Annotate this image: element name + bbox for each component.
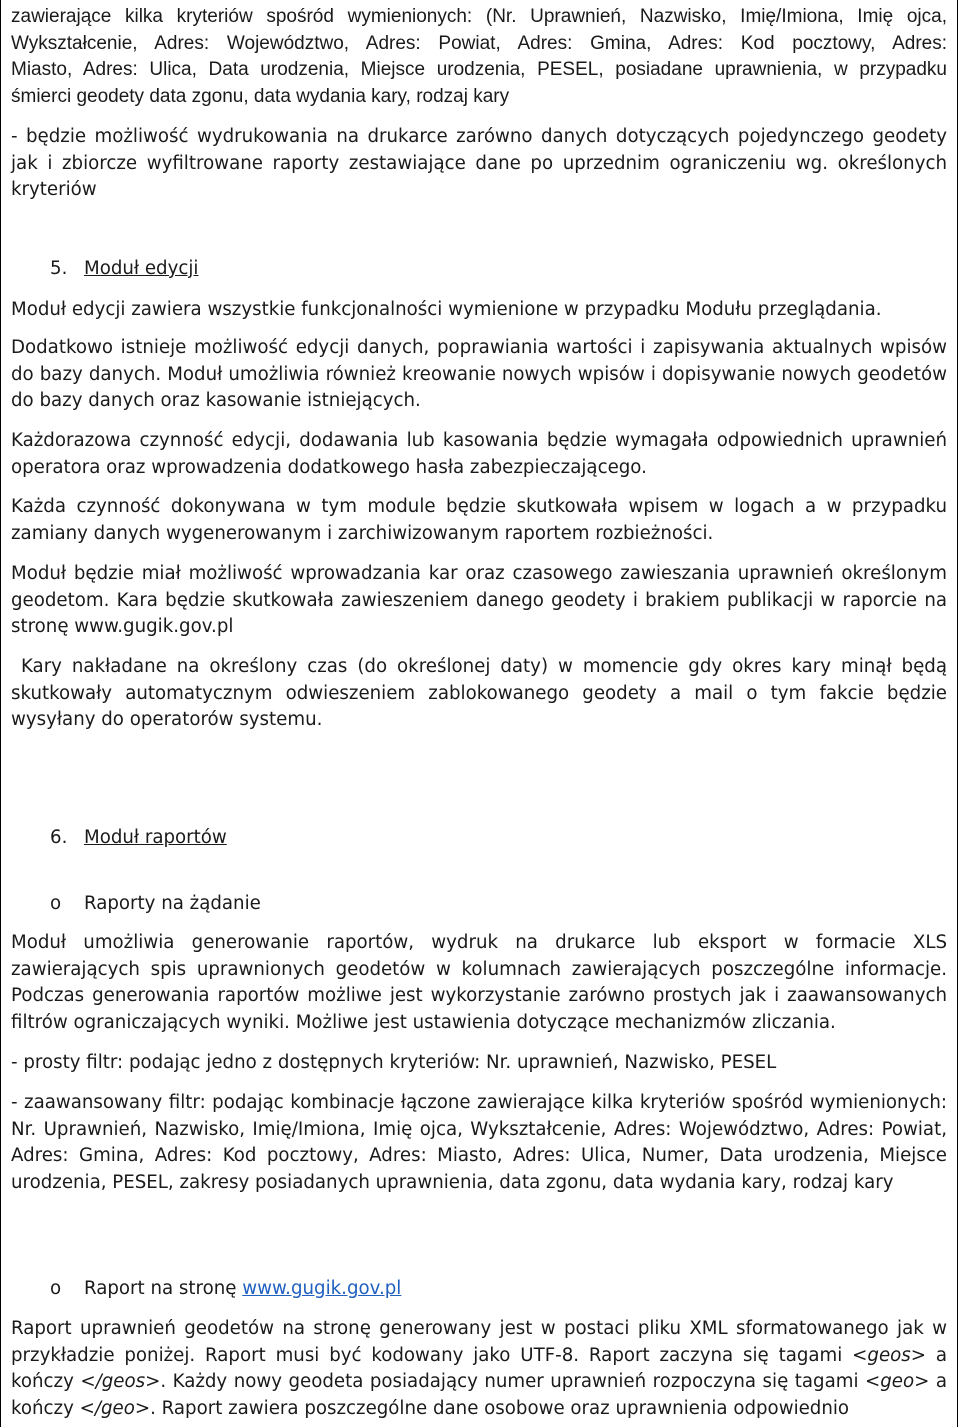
page-border-left — [0, 0, 1, 1427]
paragraph-text: Każda czynność dokonywana w tym module będzie skutkowała wpisem w logach a w przypadku zamiany danych wygenerowanym i zarchiwizowanym raportem rozbieżności. — [11, 496, 947, 544]
page-border-right — [957, 0, 958, 1427]
paragraph — [11, 654, 953, 734]
paragraph — [11, 297, 947, 324]
text-run: a kończy — [11, 1344, 947, 1392]
paragraph-text: Kary nakładane na określony czas (do określonej daty) w momencie gdy okres kary minął będą skutkowały automatycznym odwieszeniem zablokowanego geodety a mail o tym fakcie będzie wysyłany do operatorów systemu. — [11, 656, 953, 730]
xml-tag: <geos> — [852, 1344, 926, 1366]
paragraph-text: Moduł edycji zawiera wszystkie funkcjonalności wymienione w przypadku Modułu przeglądania. — [11, 299, 882, 320]
text-line: zawierające kilka kryteriów spośród wymienionych: (Nr. Uprawnień, Nazwisko, Imię/Imiona, Imię ojca, — [11, 6, 947, 27]
subsection-heading-on-demand — [50, 891, 261, 918]
print-option-paragraph — [11, 124, 947, 204]
paragraph — [11, 494, 947, 547]
paragraph — [11, 428, 947, 481]
section-number: 6. — [50, 827, 68, 848]
paragraph — [11, 930, 947, 1036]
paragraph-text: Każdorazowa czynność edycji, dodawania lub kasowania będzie wymagała odpowiednich uprawnień operatora oraz wprowadzenia dodatkowego hasła zabezpieczającego. — [11, 430, 947, 478]
section-6-heading — [50, 825, 227, 852]
section-number: 5. — [50, 258, 68, 279]
paragraph-text: - zaawansowany filtr: podając kombinacje łączone zawierające kilka kryteriów spośród wymienionych: Nr. Uprawnień, Nazwisko, Imię/Imiona, Imię ojca, Wykształcenie, Adres: Województwo, Adres: Powiat, Adres: Gmina, Adres: Kod pocztowy, Adres: Miasto, Adres: Ulica, Numer, Data urodzenia, Miejsce urodzenia, PESEL, zakresy posiadanych uprawnienia, data zgonu, data wydania kary, rodzaj kary — [11, 1092, 947, 1193]
paragraph-text: Moduł będzie miał możliwość wprowadzania kar oraz czasowego zawieszania uprawnień określonym geodetom. Kara będzie skutkowała zawieszeniem danego geodety i brakiem publikacji w raporcie na stronę www.gugik.gov.pl — [11, 563, 947, 637]
section-title: Moduł edycji — [84, 258, 199, 279]
bullet-icon: o — [50, 1278, 62, 1299]
paragraph-text: Dodatkowo istnieje możliwość edycji danych, poprawiania wartości i zapisywania aktualnych wpisów do bazy danych. Moduł umożliwia również kreowanie nowych wpisów i dopisywanie nowych geodetów do bazy danych oraz kasowanie istniejących. — [11, 337, 947, 411]
section-5-heading — [50, 256, 198, 283]
text-run: Raport uprawnień geodetów na stronę generowany jest w postaci pliku XML sformatowanego jak w przykładzie poniżej. Raport musi być kodowany jako UTF-8. Raport zaczyna się tagami — [11, 1318, 947, 1366]
xml-tag: </geo> — [79, 1397, 151, 1419]
subsection-title: Raport na stronę — [84, 1278, 243, 1299]
paragraph-text: - prosty filtr: podając jedno z dostępnych kryteriów: Nr. uprawnień, Nazwisko, PESEL — [11, 1052, 777, 1073]
advanced-filter-paragraph — [11, 1090, 947, 1196]
xml-tag: <geo> — [865, 1371, 930, 1392]
bullet-icon: o — [50, 893, 62, 914]
gugik-link[interactable]: www.gugik.gov.pl — [242, 1278, 402, 1299]
text-line: Miasto, Adres: Ulica, Data urodzenia, Miejsce urodzenia, PESEL, posiadane uprawnienia, w przypadku — [11, 59, 947, 80]
paragraph — [11, 335, 947, 415]
text-line: śmierci geodety data zgonu, data wydania kary, rodzaj kary — [11, 85, 510, 107]
subsection-title: Raporty na żądanie — [84, 893, 261, 914]
text-run: a kończy — [11, 1371, 948, 1419]
section-title: Moduł raportów — [84, 827, 227, 848]
text-line: Wykształcenie, Adres: Województwo, Adres: Powiat, Adres: Gmina, Adres: Kod pocztowy, Adres: — [11, 32, 947, 54]
xml-tag: </geos> — [80, 1371, 161, 1392]
xml-report-paragraph — [11, 1316, 947, 1422]
criteria-list-continuation — [11, 4, 947, 110]
text-run: . Każdy nowy geodeta posiadający numer uprawnień rozpoczyna się tagami — [160, 1371, 866, 1392]
paragraph: - będzie możliwość wydrukowania na drukarce zarówno danych dotyczących pojedynczego geodety jak i zbiorcze wyfiltrowane raporty zestawiające dane po uprzednim ograniczeniu wg. określonych kryteriów — [11, 126, 947, 200]
paragraph-text: Moduł umożliwia generowanie raportów, wydruk na drukarce lub eksport w formacie XLS zawierających spis uprawnionych geodetów w kolumnach zawierających poszczególne informacje. Podczas generowania raportów możliwe jest wykorzystanie zarówno prostych jak i zaawansowanych filtrów ograniczających wyniki. Możliwe jest ustawienia dotyczące mechanizmów zliczania. — [11, 932, 947, 1033]
paragraph-text — [11, 1316, 947, 1422]
paragraph — [11, 561, 947, 641]
simple-filter-paragraph — [11, 1050, 947, 1077]
text-run: . Raport zawiera poszczególne dane osobowe oraz uprawnienia odpowiednio — [150, 1397, 850, 1419]
subsection-heading-website-report — [50, 1276, 401, 1303]
